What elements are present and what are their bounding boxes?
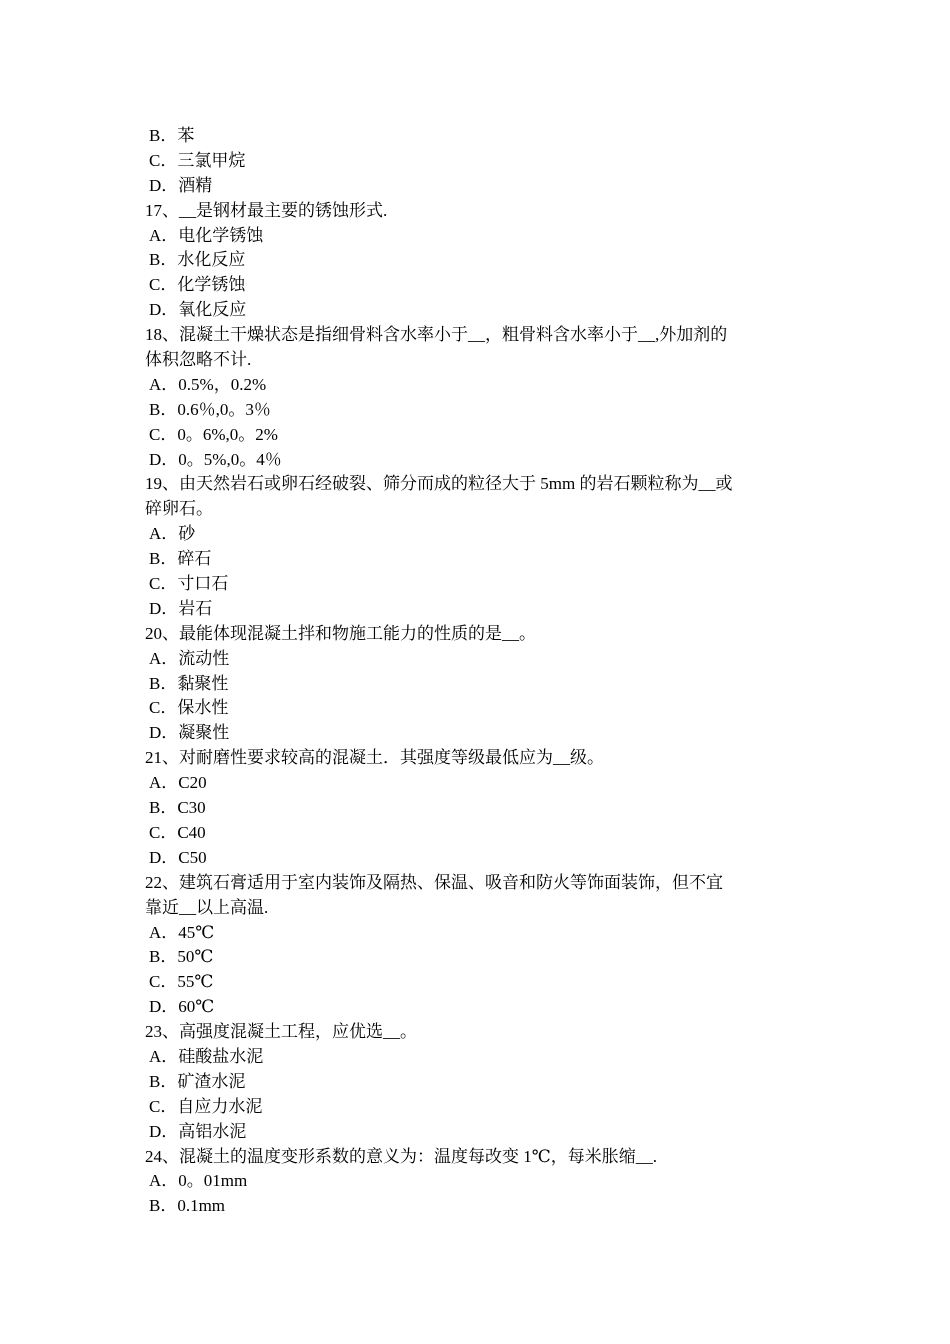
answer-option: B．C30 (149, 798, 206, 818)
answer-option: D．高铝水泥 (149, 1121, 247, 1141)
question-text: 24、混凝土的温度变形系数的意义为：温度每改变 1℃，每米胀缩__. (145, 1146, 658, 1166)
answer-option: C．三氯甲烷 (149, 150, 246, 170)
answer-option: B．矿渣水泥 (149, 1071, 246, 1091)
question-text: 靠近__以上高温. (145, 897, 269, 917)
document-page (145, 124, 810, 1219)
answer-option: D．酒精 (149, 175, 213, 195)
question-text: 20、最能体现混凝土拌和物施工能力的性质的是__。 (145, 623, 536, 643)
question-text: 21、对耐磨性要求较高的混凝土．其强度等级最低应为__级。 (145, 748, 604, 768)
answer-option: A．流动性 (149, 648, 230, 668)
answer-option: D．60℃ (149, 997, 215, 1017)
answer-option: A．45℃ (149, 922, 215, 942)
answer-option: C．55℃ (149, 972, 214, 992)
question-text: 23、高强度混凝土工程，应优选__。 (145, 1022, 417, 1042)
answer-option: C．自应力水泥 (149, 1096, 263, 1116)
question-text: 碎卵石。 (145, 499, 213, 519)
answer-option: C．寸口石 (149, 574, 229, 594)
answer-option: B．0.1mm (149, 1196, 226, 1216)
answer-option: D．0。5%,0。4％ (149, 449, 282, 469)
answer-option: A．电化学锈蚀 (149, 225, 264, 245)
answer-option: B．0.6％,0。3％ (149, 399, 271, 419)
question-text: 18、混凝土干燥状态是指细骨料含水率小于__，粗骨料含水率小于__,外加剂的 (145, 325, 728, 345)
question-text: 体积忽略不计. (145, 350, 252, 370)
answer-option: D．氧化反应 (149, 300, 247, 320)
answer-option: C．化学锈蚀 (149, 275, 246, 295)
answer-option: C．C40 (149, 822, 206, 842)
answer-option: B．碎石 (149, 549, 212, 569)
answer-option: A．C20 (149, 773, 207, 793)
answer-option: B．50℃ (149, 947, 214, 967)
answer-option: B．黏聚性 (149, 673, 229, 693)
answer-option: B．苯 (149, 126, 195, 145)
answer-option: A．0。01mm (149, 1171, 248, 1191)
answer-option: A．硅酸盐水泥 (149, 1046, 264, 1066)
question-text: 22、建筑石膏适用于室内装饰及隔热、保温、吸音和防火等饰面装饰，但不宜 (145, 872, 723, 892)
question-text: 17、__是钢材最主要的锈蚀形式. (145, 200, 388, 220)
answer-option: A．0.5%，0.2% (149, 374, 267, 394)
answer-option: D．岩石 (149, 598, 213, 618)
answer-option: D．凝聚性 (149, 723, 230, 743)
answer-option: A．砂 (149, 524, 196, 544)
question-text: 19、由天然岩石或卵石经破裂、筛分而成的粒径大于 5mm 的岩石颗粒称为__或 (145, 474, 733, 494)
answer-option: C．0。6%,0。2% (149, 424, 278, 444)
answer-option: C．保水性 (149, 698, 229, 718)
answer-option: D．C50 (149, 847, 207, 867)
answer-option: B．水化反应 (149, 250, 246, 270)
